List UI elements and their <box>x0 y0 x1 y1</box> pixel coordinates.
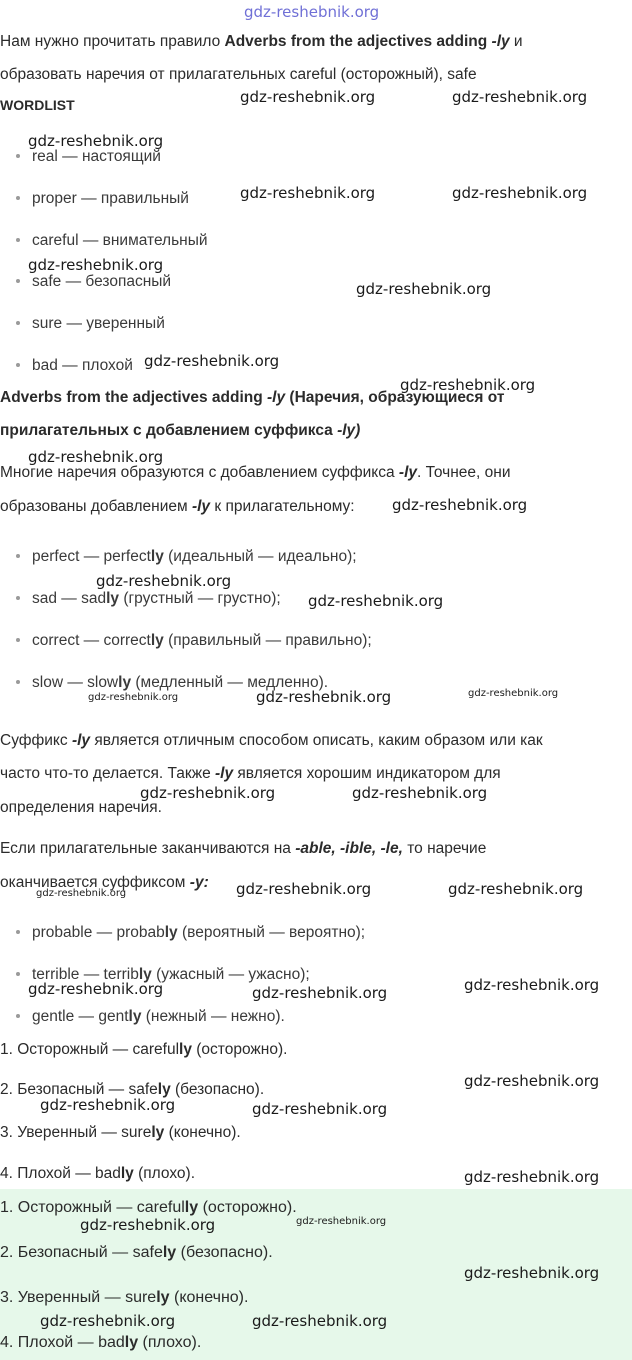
bullet-icon <box>16 930 20 934</box>
watermark: gdz-reshebnik.org <box>356 280 492 298</box>
watermark: gdz-reshebnik.org <box>140 784 276 802</box>
suffix-para-line-3: определения наречия. <box>0 799 162 816</box>
watermark: gdz-reshebnik.org <box>392 496 528 514</box>
bullet-icon <box>16 321 20 325</box>
watermark: gdz-reshebnik.org <box>40 1096 176 1114</box>
watermark: gdz-reshebnik.org <box>464 1168 600 1186</box>
watermark: gdz-reshebnik.org <box>240 184 376 202</box>
watermark: gdz-reshebnik.org <box>240 88 376 106</box>
y-example-item: gentle — gently (нежный — нежно). <box>16 1008 285 1026</box>
watermark: gdz-reshebnik.org <box>144 352 280 370</box>
answer-line: 2. Безопасный — safely (безопасно). <box>0 1081 265 1098</box>
watermark: gdz-reshebnik.org <box>252 1312 388 1330</box>
bullet-icon <box>16 596 20 600</box>
watermark: gdz-reshebnik.org <box>468 688 559 699</box>
watermark: gdz-reshebnik.org <box>256 688 392 706</box>
wordlist-heading: WORDLIST <box>0 97 75 113</box>
wordlist-item: real — настоящий <box>16 148 161 166</box>
watermark: gdz-reshebnik.org <box>88 692 179 703</box>
bullet-icon <box>16 279 20 283</box>
highlighted-answer-line: 3. Уверенный — surely (конечно). <box>0 1289 249 1306</box>
answer-line: 4. Плохой — badly (плохо). <box>0 1165 196 1182</box>
watermark: gdz-reshebnik.org <box>464 976 600 994</box>
rule-para-line-2: образованы добавлением -ly к прилагательному: <box>0 498 355 515</box>
watermark: gdz-reshebnik.org <box>40 1312 176 1330</box>
bullet-icon <box>16 638 20 642</box>
intro-line-1: Нам нужно прочитать правило Adverbs from the adjectives adding -ly и <box>0 33 523 50</box>
watermark: gdz-reshebnik.org <box>80 1216 216 1234</box>
able-para-line-2: оканчивается суффиксом -y: <box>0 874 209 891</box>
watermark: gdz-reshebnik.org <box>308 592 444 610</box>
highlighted-answer-line: 2. Безопасный — safely (безопасно). <box>0 1244 273 1261</box>
y-example-item: terrible — terribly (ужасный — ужасно); <box>16 966 310 984</box>
watermark: gdz-reshebnik.org <box>352 784 488 802</box>
watermark: gdz-reshebnik.org <box>28 448 164 466</box>
highlighted-answer-line: 1. Осторожный — carefully (осторожно). <box>0 1199 297 1216</box>
bullet-icon <box>16 554 20 558</box>
bullet-icon <box>16 238 20 242</box>
rule-heading-line-2: прилагательных с добавлением суффикса -ly) <box>0 422 361 439</box>
ly-example-item: slow — slowly (медленный — медленно). <box>16 674 328 692</box>
watermark: gdz-reshebnik.org <box>28 256 164 274</box>
highlighted-answer-line: 4. Плохой — badly (плохо). <box>0 1334 202 1351</box>
watermark: gdz-reshebnik.org <box>464 1072 600 1090</box>
watermark: gdz-reshebnik.org <box>252 1100 388 1118</box>
site-header-watermark: gdz-reshebnik.org <box>244 3 380 21</box>
bullet-icon <box>16 363 20 367</box>
suffix-para-line-2: часто что-то делается. Также -ly является хорошим индикатором для <box>0 765 501 782</box>
bullet-icon <box>16 196 20 200</box>
watermark: gdz-reshebnik.org <box>452 184 588 202</box>
watermark: gdz-reshebnik.org <box>400 376 536 394</box>
rule-heading-line-1: Adverbs from the adjectives adding -ly (Наречия, образующиеся от <box>0 389 505 406</box>
watermark: gdz-reshebnik.org <box>28 980 164 998</box>
rule-para-line-1: Многие наречия образуются с добавлением суффикса -ly. Точнее, они <box>0 464 511 481</box>
wordlist-item: proper — правильный <box>16 190 189 208</box>
able-para-line-1: Если прилагательные заканчиваются на -able, -ible, -le, то наречие <box>0 840 487 857</box>
watermark: gdz-reshebnik.org <box>464 1264 600 1282</box>
watermark: gdz-reshebnik.org <box>236 880 372 898</box>
watermark: gdz-reshebnik.org <box>296 1216 387 1227</box>
watermark: gdz-reshebnik.org <box>452 88 588 106</box>
wordlist-item: safe — безопасный <box>16 273 171 291</box>
ly-example-item: perfect — perfectly (идеальный — идеально); <box>16 548 357 566</box>
ly-example-item: sad — sadly (грустный — грустно); <box>16 590 281 608</box>
intro-line-2: образовать наречия от прилагательных careful (осторожный), safe <box>0 66 477 83</box>
y-example-item: probable — probably (вероятный — вероятно); <box>16 924 365 942</box>
watermark: gdz-reshebnik.org <box>96 572 232 590</box>
suffix-para-line-1: Суффикс -ly является отличным способом описать, каким образом или как <box>0 732 543 749</box>
wordlist-item: careful — внимательный <box>16 232 208 250</box>
watermark: gdz-reshebnik.org <box>252 984 388 1002</box>
bullet-icon <box>16 680 20 684</box>
bullet-icon <box>16 972 20 976</box>
watermark: gdz-reshebnik.org <box>28 132 164 150</box>
bullet-icon <box>16 1014 20 1018</box>
wordlist-item: sure — уверенный <box>16 315 165 333</box>
ly-example-item: correct — correctly (правильный — правильно); <box>16 632 372 650</box>
watermark: gdz-reshebnik.org <box>36 888 127 899</box>
wordlist-item: bad — плохой <box>16 357 133 375</box>
bullet-icon <box>16 154 20 158</box>
watermark: gdz-reshebnik.org <box>448 880 584 898</box>
answer-line: 3. Уверенный — surely (конечно). <box>0 1124 241 1141</box>
answer-line: 1. Осторожный — carefully (осторожно). <box>0 1041 288 1058</box>
